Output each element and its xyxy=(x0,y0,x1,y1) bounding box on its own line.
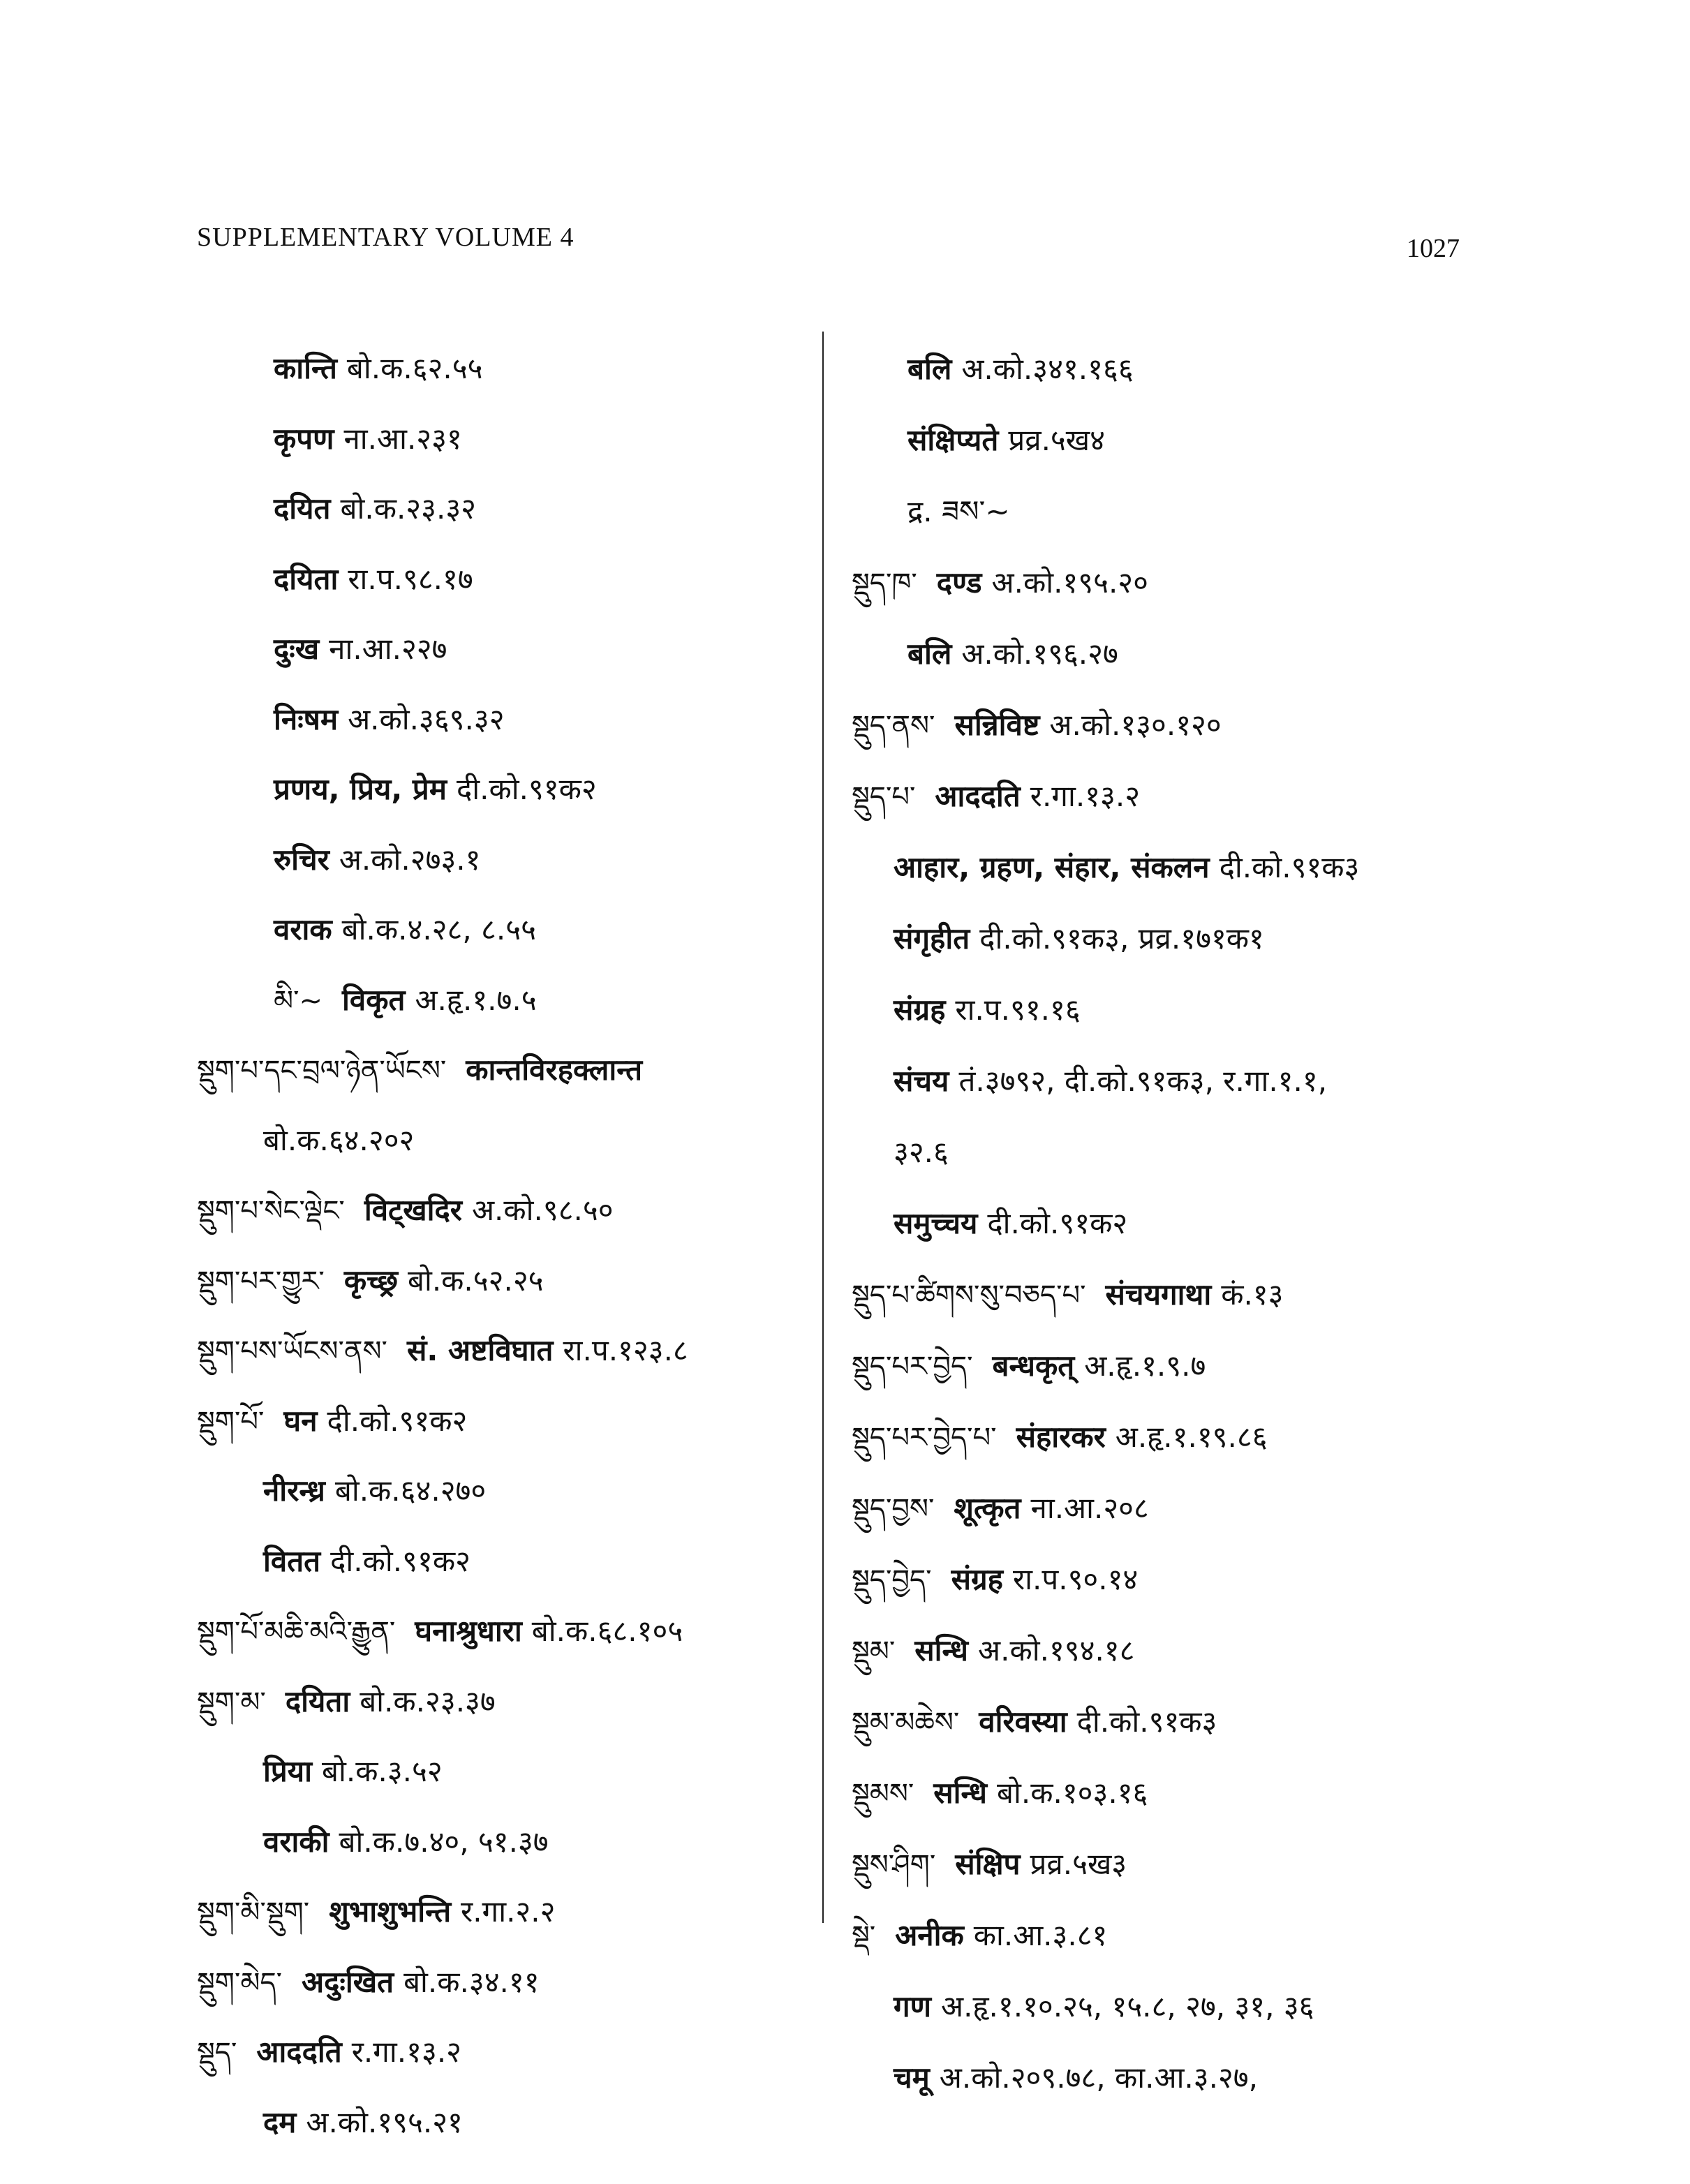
sanskrit-term: प्रणय, प्रिय, प्रेम xyxy=(274,772,447,806)
sanskrit-term: आददति xyxy=(256,2035,342,2069)
source-reference: बो.क.७.४०, ५१.३७ xyxy=(339,1824,549,1859)
source-reference: रा.प.९१.१६ xyxy=(955,993,1081,1027)
tibetan-headword: སྡུད་པ་ཚིགས་སུ་བཅད་པ་ xyxy=(852,1279,1086,1312)
source-reference: ना.आ.२०८ xyxy=(1030,1491,1149,1525)
source-reference: अ.को.१९६.२७ xyxy=(961,637,1118,671)
source-reference: तं.३७९२, दी.को.९१क३, र.गा.१.१, xyxy=(958,1064,1328,1098)
sanskrit-term: दयित xyxy=(274,491,331,526)
source-reference: बो.क.४.२८, ८.५५ xyxy=(341,912,536,946)
tibetan-headword: སྡུག་མ་ xyxy=(197,1686,266,1718)
source-reference: ३२.६ xyxy=(894,1135,949,1169)
dictionary-entry xyxy=(197,1106,811,1176)
tibetan-headword: སྡུས་ཤིག་ xyxy=(852,1849,936,1881)
tibetan-headword: སྡུག་པོ་ xyxy=(197,1405,265,1438)
sanskrit-term: संचय xyxy=(894,1064,949,1098)
dictionary-entry xyxy=(852,1117,1480,1188)
sanskrit-term: प्रिया xyxy=(263,1754,313,1788)
dictionary-entry xyxy=(197,965,811,1036)
source-reference: बो.क.३.५२ xyxy=(322,1754,443,1788)
tibetan-headword: སྡུད་པར་བྱེད་ xyxy=(852,1351,973,1383)
source-reference: दी.को.९१क२ xyxy=(330,1543,470,1578)
sanskrit-term: विट्खदिर xyxy=(364,1193,462,1227)
source-reference: बो.क.६४.२७० xyxy=(334,1473,487,1508)
dictionary-entry xyxy=(852,547,1480,618)
dictionary-entry xyxy=(197,1456,811,1526)
tibetan-headword: སྡུམ་ xyxy=(852,1635,896,1667)
tibetan-headword: སྡུག་མི་སྡུག་ xyxy=(197,1896,310,1929)
sanskrit-term: बलि xyxy=(907,637,952,671)
sanskrit-term: संगृहीत xyxy=(894,921,970,956)
sanskrit-term: दुःख xyxy=(274,632,320,666)
source-reference: अ.को.१९४.१८ xyxy=(978,1633,1135,1667)
dictionary-entry xyxy=(852,1259,1480,1330)
source-reference: रा.प.९०.१४ xyxy=(1012,1562,1139,1596)
tibetan-headword: སྡུམ་མཆེས་ xyxy=(852,1707,960,1739)
sanskrit-term: घन xyxy=(283,1403,318,1438)
tibetan-headword: སྡུད་བྱེད་ xyxy=(852,1564,932,1596)
source-reference: दी.को.९१क३, प्रव्र.१७१क१ xyxy=(979,921,1264,956)
source-reference: र.गा.१३.२ xyxy=(351,2035,462,2069)
dictionary-entry xyxy=(197,1526,811,1597)
dictionary-entry xyxy=(197,1807,811,1878)
dictionary-entry xyxy=(852,832,1480,903)
source-reference: दी.को.९१क३ xyxy=(1219,850,1360,884)
dictionary-entry xyxy=(852,1900,1480,1971)
source-reference: प्रव्र.५ख४ xyxy=(1008,423,1105,457)
tibetan-headword: སྡུད་ xyxy=(197,2037,237,2069)
sanskrit-term: सं. अष्टविघात xyxy=(406,1333,554,1367)
tibetan-headword: སྡུད་པ་ xyxy=(852,781,916,813)
dictionary-entry xyxy=(852,1046,1480,1117)
dictionary-entry xyxy=(852,1544,1480,1615)
source-reference: द्र. ཟས་~ xyxy=(907,494,1010,528)
source-reference: अ.को.३६९.३२ xyxy=(348,701,505,736)
dictionary-entry xyxy=(197,404,811,475)
source-reference: बो.क.२३.३२ xyxy=(340,491,477,526)
dictionary-entry xyxy=(197,1737,811,1807)
tibetan-headword: སྡེ་ xyxy=(852,1920,876,1952)
dictionary-entry xyxy=(852,690,1480,761)
sanskrit-term: नीरन्ध्र xyxy=(263,1473,325,1508)
tibetan-headword: སྡུམས་ xyxy=(852,1778,914,1810)
dictionary-entry xyxy=(197,1035,811,1106)
dictionary-entry xyxy=(852,334,1480,405)
source-reference: र.गा.१३.२ xyxy=(1030,779,1141,813)
dictionary-entry xyxy=(852,1971,1480,2042)
sanskrit-term: आददति xyxy=(935,779,1021,813)
tibetan-headword: སྡུད་བྱས་ xyxy=(852,1493,935,1525)
tibetan-headword: སྡུད་ནས་ xyxy=(852,710,935,742)
source-reference: दी.को.९१क२ xyxy=(456,772,597,806)
sanskrit-term: दयिता xyxy=(274,561,339,596)
dictionary-entry xyxy=(197,895,811,965)
dictionary-entry xyxy=(197,1877,811,1947)
page-number: 1027 xyxy=(1407,234,1460,263)
dictionary-entry xyxy=(197,544,811,615)
dictionary-entry xyxy=(197,1316,811,1386)
dictionary-entry xyxy=(197,1246,811,1316)
tibetan-headword: སྡུག་པར་གྱུར་ xyxy=(197,1265,325,1298)
source-reference: रा.प.९८.१७ xyxy=(348,561,473,596)
source-reference: रा.प.१२३.८ xyxy=(563,1333,688,1367)
source-reference: अ.को.१३०.१२० xyxy=(1049,708,1222,742)
sanskrit-term: संहारकर xyxy=(1016,1420,1106,1454)
dictionary-entry xyxy=(852,1330,1480,1402)
dictionary-entry xyxy=(197,755,811,825)
source-reference: अ.को.१९५.२० xyxy=(991,565,1148,600)
sanskrit-term: कान्ति xyxy=(274,351,337,385)
source-reference: ना.आ.२३१ xyxy=(343,421,462,456)
sanskrit-term: सन्धि xyxy=(914,1633,969,1667)
source-reference: बो.क.२३.३७ xyxy=(360,1684,496,1718)
source-reference: बो.क.६४.२०२ xyxy=(263,1122,415,1157)
sanskrit-term: शुभाशुभन्ति xyxy=(329,1894,452,1929)
sanskrit-term: गण xyxy=(894,1989,932,2023)
tibetan-headword: སྡུག་པ་སེང་ལྡེང་ xyxy=(197,1195,345,1227)
dictionary-entry xyxy=(197,1596,811,1667)
sanskrit-term: वितत xyxy=(263,1543,321,1578)
dictionary-entry xyxy=(197,1386,811,1457)
sanskrit-term: दण्ड xyxy=(936,565,982,600)
dictionary-entry xyxy=(852,761,1480,832)
sanskrit-term: कृपण xyxy=(274,421,334,456)
sanskrit-term: शूत्कृत xyxy=(954,1491,1021,1525)
dictionary-entry xyxy=(197,474,811,544)
dictionary-entry xyxy=(852,1402,1480,1473)
source-reference: बो.क.६८.१०५ xyxy=(531,1614,683,1648)
sanskrit-term: संचयगाथा xyxy=(1105,1277,1212,1312)
source-reference: का.आ.३.८१ xyxy=(973,1918,1108,1952)
dictionary-entry xyxy=(197,825,811,896)
source-reference: अ.हृ.१.९.७ xyxy=(1084,1349,1206,1383)
source-reference: र.गा.२.२ xyxy=(461,1894,556,1929)
source-reference: अ.को.१९५.२१ xyxy=(306,2104,463,2139)
dictionary-entry xyxy=(852,1188,1480,1259)
dictionary-entry xyxy=(197,685,811,755)
tibetan-headword: སྡུད་པར་བྱེད་པ་ xyxy=(852,1422,997,1454)
source-reference: अ.को.२०९.७८, का.आ.३.२७, xyxy=(939,2060,1258,2095)
tibetan-headword: མི་~ xyxy=(274,984,323,1017)
dictionary-entry xyxy=(852,476,1480,547)
dictionary-entry xyxy=(197,1947,811,2018)
dictionary-entry xyxy=(852,405,1480,476)
sanskrit-term: अनीक xyxy=(895,1918,964,1952)
tibetan-headword: སྡུད་ཁ་ xyxy=(852,567,917,600)
sanskrit-term: वराकी xyxy=(263,1824,329,1859)
sanskrit-term: संक्षिप xyxy=(955,1847,1021,1881)
source-reference: कं.१३ xyxy=(1221,1277,1284,1312)
tibetan-headword: སྡུག་པ་དང་བྲལ་ཉེན་ཡོངས་ xyxy=(197,1055,447,1087)
dictionary-entry xyxy=(852,1615,1480,1686)
dictionary-entry xyxy=(197,1175,811,1246)
sanskrit-term: कान्तविरहक्लान्त xyxy=(466,1053,643,1087)
source-reference: बो.क.६२.५५ xyxy=(346,351,483,385)
dictionary-entry xyxy=(852,2042,1480,2114)
source-reference: प्रव्र.५ख३ xyxy=(1030,1847,1127,1881)
dictionary-entry xyxy=(852,903,1480,974)
sanskrit-term: बन्धकृत् xyxy=(992,1349,1075,1383)
sanskrit-term: आहार, ग्रहण, संहार, संकलन xyxy=(894,850,1210,884)
dictionary-entry xyxy=(197,2088,811,2158)
source-reference: दी.को.९१क२ xyxy=(327,1403,468,1438)
sanskrit-term: संक्षिप्यते xyxy=(907,423,999,457)
dictionary-entry xyxy=(852,1473,1480,1544)
sanskrit-term: कृच्छ्र xyxy=(343,1263,398,1298)
sanskrit-term: संग्रह xyxy=(894,993,946,1027)
page-header xyxy=(0,222,1690,264)
sanskrit-term: चमू xyxy=(894,2060,930,2095)
sanskrit-term: वराक xyxy=(274,912,332,946)
sanskrit-term: समुच्चय xyxy=(894,1206,978,1240)
source-reference: बो.क.१०३.१६ xyxy=(997,1776,1148,1810)
sanskrit-term: सन्निविष्ट xyxy=(954,708,1040,742)
source-reference: अ.को.३४१.१६६ xyxy=(961,352,1134,386)
source-reference: दी.को.९१क२ xyxy=(987,1206,1128,1240)
running-head: SUPPLEMENTARY VOLUME 4 xyxy=(197,223,575,252)
dictionary-entry xyxy=(197,2017,811,2088)
right-column xyxy=(852,334,1480,2114)
dictionary-entry xyxy=(852,974,1480,1046)
sanskrit-term: निःषम xyxy=(274,701,339,736)
tibetan-headword: སྡུག་པས་ཡོངས་ནས་ xyxy=(197,1335,387,1367)
dictionary-entry xyxy=(852,1758,1480,1829)
sanskrit-term: घनाश्रुधारा xyxy=(415,1614,522,1648)
dictionary-entry xyxy=(852,618,1480,690)
source-reference: अ.को.९८.५० xyxy=(471,1193,614,1227)
source-reference: अ.हृ.१.७.५ xyxy=(415,982,537,1017)
source-reference: दी.को.९१क३ xyxy=(1076,1704,1217,1739)
source-reference: बो.क.५२.२५ xyxy=(407,1263,544,1298)
sanskrit-term: विकृत xyxy=(342,982,406,1017)
sanskrit-term: दयिता xyxy=(285,1684,350,1718)
tibetan-headword: སྡུག་མེད་ xyxy=(197,1966,282,1999)
tibetan-headword: སྡུག་པོ་མཆི་མའི་རྒྱུན་ xyxy=(197,1616,396,1648)
source-reference: बो.क.३४.११ xyxy=(403,1964,540,1999)
dictionary-entry xyxy=(197,1667,811,1737)
dictionary-entry xyxy=(852,1686,1480,1758)
sanskrit-term: रुचिर xyxy=(274,842,329,877)
source-reference: अ.हृ.१.१९.८६ xyxy=(1115,1420,1268,1454)
sanskrit-term: वरिवस्या xyxy=(979,1704,1067,1739)
left-column xyxy=(197,334,811,2157)
sanskrit-term: संग्रह xyxy=(951,1562,1003,1596)
source-reference: अ.हृ.१.१०.२५, १५.८, २७, ३१, ३६ xyxy=(941,1989,1314,2023)
dictionary-entry xyxy=(852,1829,1480,1900)
source-reference: अ.को.२७३.१ xyxy=(339,842,481,877)
column-divider xyxy=(822,332,824,1923)
source-reference: ना.आ.२२७ xyxy=(329,632,447,666)
sanskrit-term: दम xyxy=(263,2104,297,2139)
sanskrit-term: बलि xyxy=(907,352,952,386)
dictionary-entry xyxy=(197,334,811,404)
dictionary-entry xyxy=(197,614,811,685)
sanskrit-term: अदुःखित xyxy=(302,1964,394,1999)
sanskrit-term: सन्धि xyxy=(933,1776,988,1810)
